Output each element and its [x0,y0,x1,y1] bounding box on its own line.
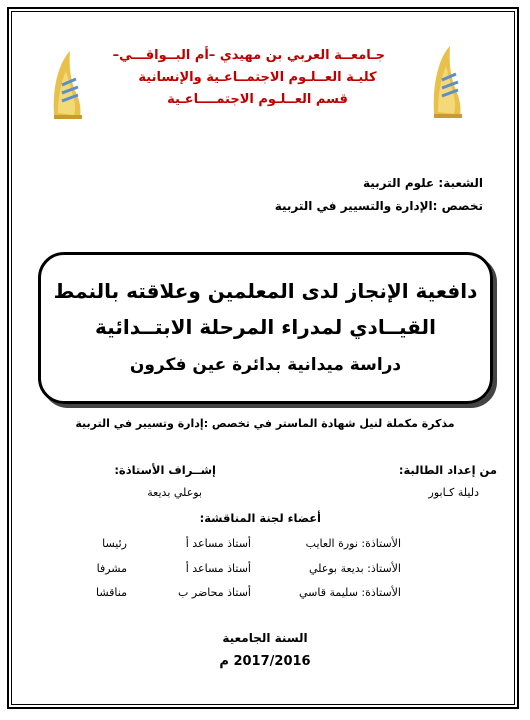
committee-member-name: الأستاذة: نورة العايب [305,537,401,550]
institution-header [112,45,385,111]
specialization-label: تخصص :الإدارة والتسيير في التربية [274,199,483,213]
university-logo-right [426,42,466,122]
committee-member-name: الأستاذ: بديعة بوعلي [308,562,401,575]
committee-label: أعضاء لجنة المناقشة: [199,511,321,525]
branch-label: الشعبة: علوم التربية [362,176,483,190]
supervisor-name: بوعلي بديعة [147,486,202,499]
thesis-note: مذكرة مكملة لنيل شهادة الماستر في تخصص :إدارة وتسيير في التربية [75,417,455,430]
prepared-by-label: من إعداد الطالبة: [398,463,497,477]
academic-year-label: السنة الجامعية [222,631,308,645]
faculty-name: كليـة العــلـوم الاجتمــاعـية والإنسانية [138,70,377,85]
student-name: دليلة كـابور [428,486,479,499]
committee-member-role: مشرفا [96,562,127,575]
committee-member-rank: أستاذ مساعد أ [185,537,251,550]
supervisor-label: إشــراف الأستاذة: [114,463,216,477]
department-name: قسم العــلـوم الاجتمــــاعـية [167,92,348,107]
committee-member-role: رئيسا [102,537,127,550]
committee-member-name: الأستاذة: سليمة قاسي [298,586,401,599]
committee-member-rank: أستاذ محاضر ب [178,586,251,599]
thesis-title-line-1: دافعية الإنجاز لدى المعلمين وعلاقته بالنمط [53,279,478,303]
university-name: جـامعــة العربي بن مهيدي –أم البــواقـــي– [112,48,385,63]
academic-year-value: 2017/2016 م [219,654,311,669]
thesis-title-box [38,252,493,404]
thesis-title-line-2: القيــادي لمدراء المرحلة الابتــدائية [95,315,436,339]
committee-member-role: مناقشا [96,586,127,599]
committee-member-rank: أستاذ مساعد أ [185,562,251,575]
thesis-subtitle: دراسة ميدانية بدائرة عين فكرون [129,355,402,375]
university-logo-left [48,45,88,125]
